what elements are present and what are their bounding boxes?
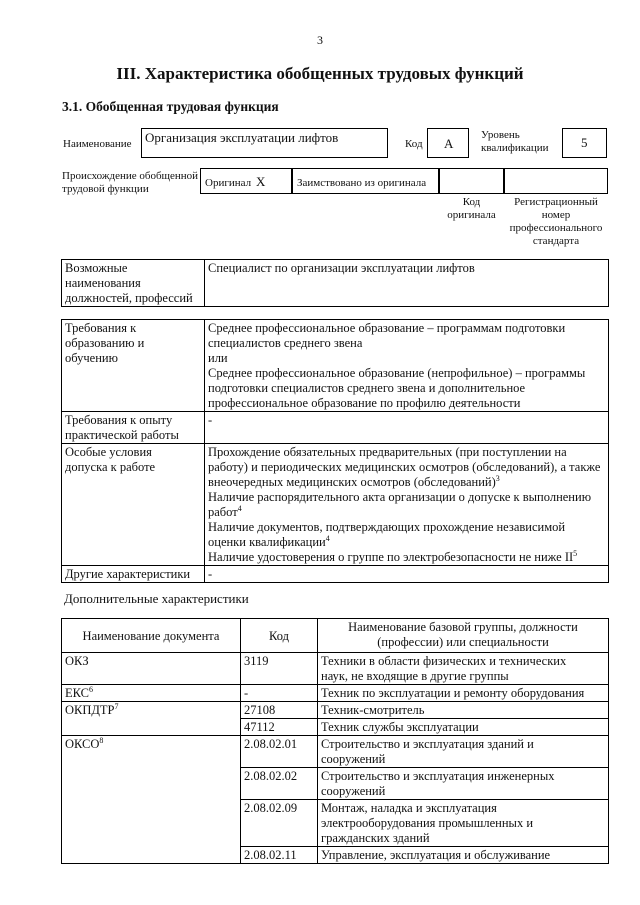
okso-code: 2.08.02.01	[241, 736, 318, 768]
footnote-ref: 4	[325, 533, 330, 543]
additional-table	[61, 618, 609, 864]
origin-borrowed-box: Заимствовано из оригинала	[292, 168, 439, 194]
okpdtr-label: ОКПДТР$^7$	[62, 702, 241, 736]
eks-name: Техник по эксплуатации и ремонту оборудования	[318, 685, 609, 702]
okso-code: 2.08.02.02	[241, 768, 318, 800]
name-value-box	[141, 128, 388, 158]
positions-label: Возможные наименования должностей, профессий	[62, 260, 205, 307]
special-value: Прохождение обязательных предварительных (при поступлении на работу) и периодических медицинских осмотров (обследований), а также внеочередных медицинских осмотров (обследований)$^3$ Наличие распорядительного акта организации о допуске к выполнению работ$^4$ Наличие документов, подтверждающих прохождение независимой оценки квалификации$^4$ Наличие удостоверения о группе по электробезопасности не ниже $II^5$	[205, 444, 609, 566]
okpdtr-name: Техник службы эксплуатации	[318, 719, 609, 736]
code-value-box	[427, 128, 469, 158]
education-label: Требования к образованию и обучению	[62, 320, 205, 412]
level-label: Уровень квалификации	[481, 129, 549, 154]
okso-label: ОКСО$^8$	[62, 736, 241, 864]
okpdtr-name: Техник-смотритель	[318, 702, 609, 719]
eks-code: -	[241, 685, 318, 702]
positions-value: Специалист по организации эксплуатации лифтов	[205, 260, 609, 307]
experience-value: -	[205, 412, 609, 444]
additional-title: Дополнительные характеристики	[64, 591, 249, 606]
okz-name: Техники в области физических и технических наук, не входящие в другие группы	[318, 653, 609, 685]
footnote-ref: 4	[237, 503, 242, 513]
level-value: 5	[581, 135, 588, 150]
okpdtr-code: 27108	[241, 702, 318, 719]
experience-label: Требования к опыту практической работы	[62, 412, 205, 444]
name-label: Наименование	[63, 138, 132, 150]
okso-name: Монтаж, наладка и эксплуатация электрооборудования промышленных и гражданских зданий	[318, 800, 609, 847]
okso-name: Управление, эксплуатация и обслуживание	[318, 847, 609, 864]
other-label: Другие характеристики	[62, 566, 205, 583]
okso-name: Строительство и эксплуатация инженерных сооружений	[318, 768, 609, 800]
requirements-table	[61, 319, 609, 583]
footnote-ref: 8	[99, 735, 104, 745]
other-value: -	[205, 566, 609, 583]
okpdtr-code: 47112	[241, 719, 318, 736]
okso-code: 2.08.02.09	[241, 800, 318, 847]
origin-code-box	[439, 168, 504, 194]
col-doc-header: Наименование документа	[62, 619, 241, 653]
okz-code: 3119	[241, 653, 318, 685]
eks-label: ЕКС$^6$	[62, 685, 241, 702]
code-label: Код	[405, 138, 423, 150]
code-value: А	[444, 136, 454, 151]
section-title: III. Характеристика обобщенных трудовых функций	[116, 64, 524, 83]
col-name-header: Наименование базовой группы, должности (профессии) или специальности	[318, 619, 609, 653]
origin-reg-caption: Регистрационный номер профессионального стандарта	[509, 196, 603, 247]
page-number: 3	[317, 33, 323, 47]
name-value: Организация эксплуатации лифтов	[145, 130, 339, 145]
origin-original-box: Оригинал Х	[200, 168, 292, 194]
special-label: Особые условия допуска к работе	[62, 444, 205, 566]
original-mark: Х	[256, 174, 266, 189]
footnote-ref: 3	[495, 473, 500, 483]
origin-code-caption: Код оригинала	[447, 196, 496, 221]
origin-label: Происхождение обобщенной трудовой функции	[62, 170, 199, 195]
footnote-ref: 6	[89, 684, 93, 694]
footnote-ref: 5	[573, 548, 578, 558]
level-value-box	[562, 128, 607, 158]
okso-code: 2.08.02.11	[241, 847, 318, 864]
origin-reg-box	[504, 168, 608, 194]
positions-table	[61, 259, 609, 307]
okz-label: ОКЗ	[62, 653, 241, 685]
okso-name: Строительство и эксплуатация зданий и сооружений	[318, 736, 609, 768]
col-code-header: Код	[241, 619, 318, 653]
footnote-ref: 7	[114, 701, 119, 711]
education-value: Среднее профессиональное образование – программам подготовки специалистов среднего звена или Среднее профессиональное образование (непрофильное) – программы подготовки специалистов среднего звена и дополнительное профессиональное образование по профилю деятельности	[205, 320, 609, 412]
subsection-title: 3.1. Обобщенная трудовая функция	[62, 99, 279, 114]
